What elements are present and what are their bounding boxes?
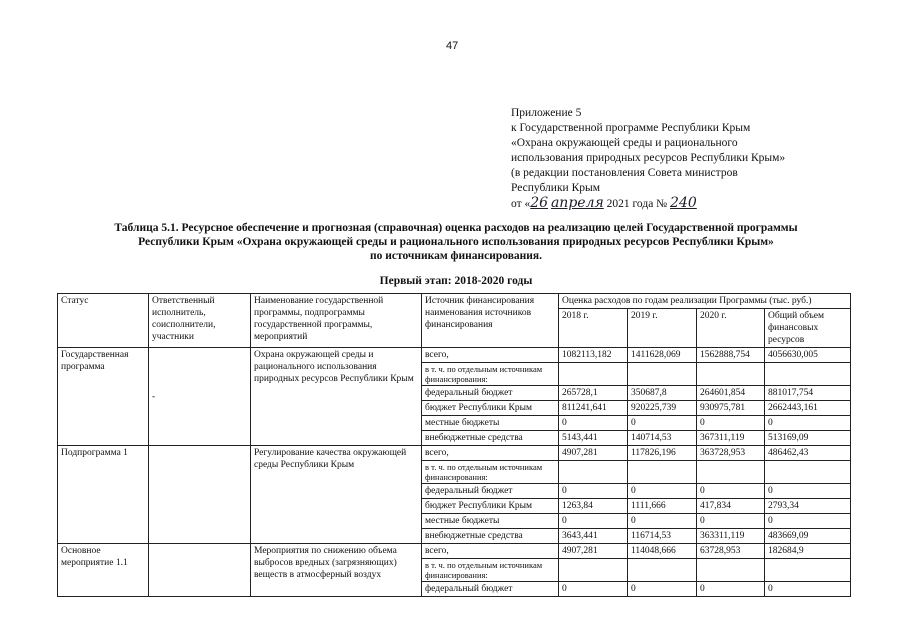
appendix-line: к Государственной программе Республики Крым <box>511 122 751 134</box>
table-row <box>58 544 851 559</box>
header-2018: 2018 г. <box>559 309 628 348</box>
value-2018-cell: 0 <box>559 416 628 431</box>
handwritten-month: апреля <box>550 195 604 211</box>
table-caption <box>56 221 856 263</box>
source-cell: бюджет Республики Крым <box>422 499 559 514</box>
value-total-cell: 2662443,161 <box>765 401 851 416</box>
header-name: Наименование государственной программы, подпрограммы государственной программы, мероприятий <box>251 294 422 348</box>
value-2020-cell: 0 <box>697 582 765 597</box>
value-total-cell: 0 <box>765 484 851 499</box>
value-2018-cell: 4907,281 <box>559 544 628 559</box>
value-2019-cell: 920225,739 <box>628 401 697 416</box>
appendix-line: Приложение 5 <box>511 107 582 119</box>
appendix-date-line <box>511 196 831 212</box>
value-total-cell: 881017,754 <box>765 386 851 401</box>
header-responsible: Ответственный исполнитель, соисполнители, участники <box>149 294 251 348</box>
source-cell: местные бюджеты <box>422 514 559 529</box>
header-estimate: Оценка расходов по годам реализации Программы (тыс. руб.) <box>559 294 851 309</box>
header-total: Общий объем финансовых ресурсов <box>765 309 851 348</box>
value-2018-cell: 3643,441 <box>559 529 628 544</box>
source-cell: местные бюджеты <box>422 416 559 431</box>
value-2020-cell: 417,834 <box>697 499 765 514</box>
value-total-cell: 0 <box>765 582 851 597</box>
value-2019-cell: 117826,196 <box>628 446 697 461</box>
value-2019-cell: 1411628,069 <box>628 348 697 363</box>
value-2018-cell <box>559 363 628 386</box>
value-2019-cell: 350687,8 <box>628 386 697 401</box>
responsible-cell <box>149 446 251 544</box>
value-2018-cell: 4907,281 <box>559 446 628 461</box>
value-total-cell: 0 <box>765 416 851 431</box>
value-2018-cell: 0 <box>559 514 628 529</box>
source-cell: в т. ч. по отдельным источникам финансирования: <box>422 559 559 582</box>
value-2018-cell: 1082113,182 <box>559 348 628 363</box>
value-total-cell <box>765 559 851 582</box>
source-cell: всего, <box>422 544 559 559</box>
value-2020-cell: 0 <box>697 514 765 529</box>
source-cell: в т. ч. по отдельным источникам финансирования: <box>422 461 559 484</box>
value-2019-cell: 140714,53 <box>628 431 697 446</box>
stage-title: Первый этап: 2018-2020 годы <box>379 275 533 287</box>
value-total-cell <box>765 363 851 386</box>
table-row <box>58 348 851 363</box>
table-row <box>58 446 851 461</box>
value-2019-cell: 0 <box>628 582 697 597</box>
value-2020-cell <box>697 461 765 484</box>
budget-table <box>57 293 851 597</box>
source-cell: всего, <box>422 446 559 461</box>
value-2020-cell: 264601,854 <box>697 386 765 401</box>
value-2019-cell: 114048,666 <box>628 544 697 559</box>
responsible-cell: - <box>149 348 251 446</box>
value-2019-cell: 0 <box>628 514 697 529</box>
value-2018-cell <box>559 559 628 582</box>
value-2020-cell: 63728,953 <box>697 544 765 559</box>
value-2020-cell: 0 <box>697 484 765 499</box>
source-cell: в т. ч. по отдельным источникам финансирования: <box>422 363 559 386</box>
caption-line: Таблица 5.1. Ресурсное обеспечение и прогнозная (справочная) оценка расходов на реализацию целей Государственной программы <box>114 222 798 234</box>
value-total-cell: 513169,09 <box>765 431 851 446</box>
value-2020-cell: 367311,119 <box>697 431 765 446</box>
value-total-cell: 0 <box>765 514 851 529</box>
value-2019-cell: 116714,53 <box>628 529 697 544</box>
value-total-cell: 486462,43 <box>765 446 851 461</box>
status-cell: Государственная программа <box>58 348 149 446</box>
budget-table-body <box>58 348 851 597</box>
handwritten-day: 26 <box>530 195 549 211</box>
header-source: Источник финансирования наименования источников финансирования <box>422 294 559 348</box>
source-cell: внебюджетные средства <box>422 529 559 544</box>
value-total-cell: 182684,9 <box>765 544 851 559</box>
value-2020-cell: 1562888,754 <box>697 348 765 363</box>
appendix-header <box>511 106 831 212</box>
value-2020-cell: 363728,953 <box>697 446 765 461</box>
source-cell: федеральный бюджет <box>422 386 559 401</box>
status-cell: Подпрограмма 1 <box>58 446 149 544</box>
value-2019-cell <box>628 559 697 582</box>
value-2018-cell: 5143,441 <box>559 431 628 446</box>
value-2019-cell: 0 <box>628 416 697 431</box>
value-2020-cell <box>697 559 765 582</box>
value-total-cell: 2793,34 <box>765 499 851 514</box>
value-total-cell: 483669,09 <box>765 529 851 544</box>
page-number: 47 <box>446 40 459 52</box>
value-2020-cell <box>697 363 765 386</box>
handwritten-number: 240 <box>670 195 697 211</box>
caption-line: Республики Крым «Охрана окружающей среды и рационального использования природных ресурсов Республики Крым» <box>138 236 774 248</box>
caption-line: по источникам финансирования. <box>369 250 543 262</box>
name-cell: Регулирование качества окружающей среды Республики Крым <box>251 446 422 544</box>
header-2019: 2019 г. <box>628 309 697 348</box>
value-2018-cell: 265728,1 <box>559 386 628 401</box>
value-2019-cell: 0 <box>628 484 697 499</box>
value-2019-cell <box>628 461 697 484</box>
value-2020-cell: 930975,781 <box>697 401 765 416</box>
source-cell: федеральный бюджет <box>422 484 559 499</box>
status-cell: Основное мероприятие 1.1 <box>58 544 149 597</box>
value-2018-cell: 0 <box>559 484 628 499</box>
responsible-cell <box>149 544 251 597</box>
source-cell: бюджет Республики Крым <box>422 401 559 416</box>
value-2020-cell: 363311,119 <box>697 529 765 544</box>
date-year: 2021 года № <box>606 198 668 210</box>
header-status: Статус <box>58 294 149 348</box>
value-2020-cell: 0 <box>697 416 765 431</box>
name-cell: Мероприятия по снижению объема выбросов вредных (загрязняющих) веществ в атмосферный воздух <box>251 544 422 597</box>
appendix-line: «Охрана окружающей среды и рационального <box>511 137 738 149</box>
header-2020: 2020 г. <box>697 309 765 348</box>
value-total-cell: 4056630,005 <box>765 348 851 363</box>
name-cell: Охрана окружающей среды и рационального использования природных ресурсов Республики Крым <box>251 348 422 446</box>
value-2018-cell: 0 <box>559 582 628 597</box>
value-2018-cell: 1263,84 <box>559 499 628 514</box>
source-cell: внебюджетные средства <box>422 431 559 446</box>
appendix-line: (в редакции постановления Совета министров <box>511 167 738 179</box>
source-cell: федеральный бюджет <box>422 582 559 597</box>
date-prefix: от « <box>511 198 531 210</box>
value-2019-cell <box>628 363 697 386</box>
appendix-line: Республики Крым <box>511 182 600 194</box>
value-total-cell <box>765 461 851 484</box>
appendix-line: использования природных ресурсов Республики Крым» <box>511 152 786 164</box>
value-2018-cell: 811241,641 <box>559 401 628 416</box>
value-2019-cell: 1111,666 <box>628 499 697 514</box>
source-cell: всего, <box>422 348 559 363</box>
value-2018-cell <box>559 461 628 484</box>
